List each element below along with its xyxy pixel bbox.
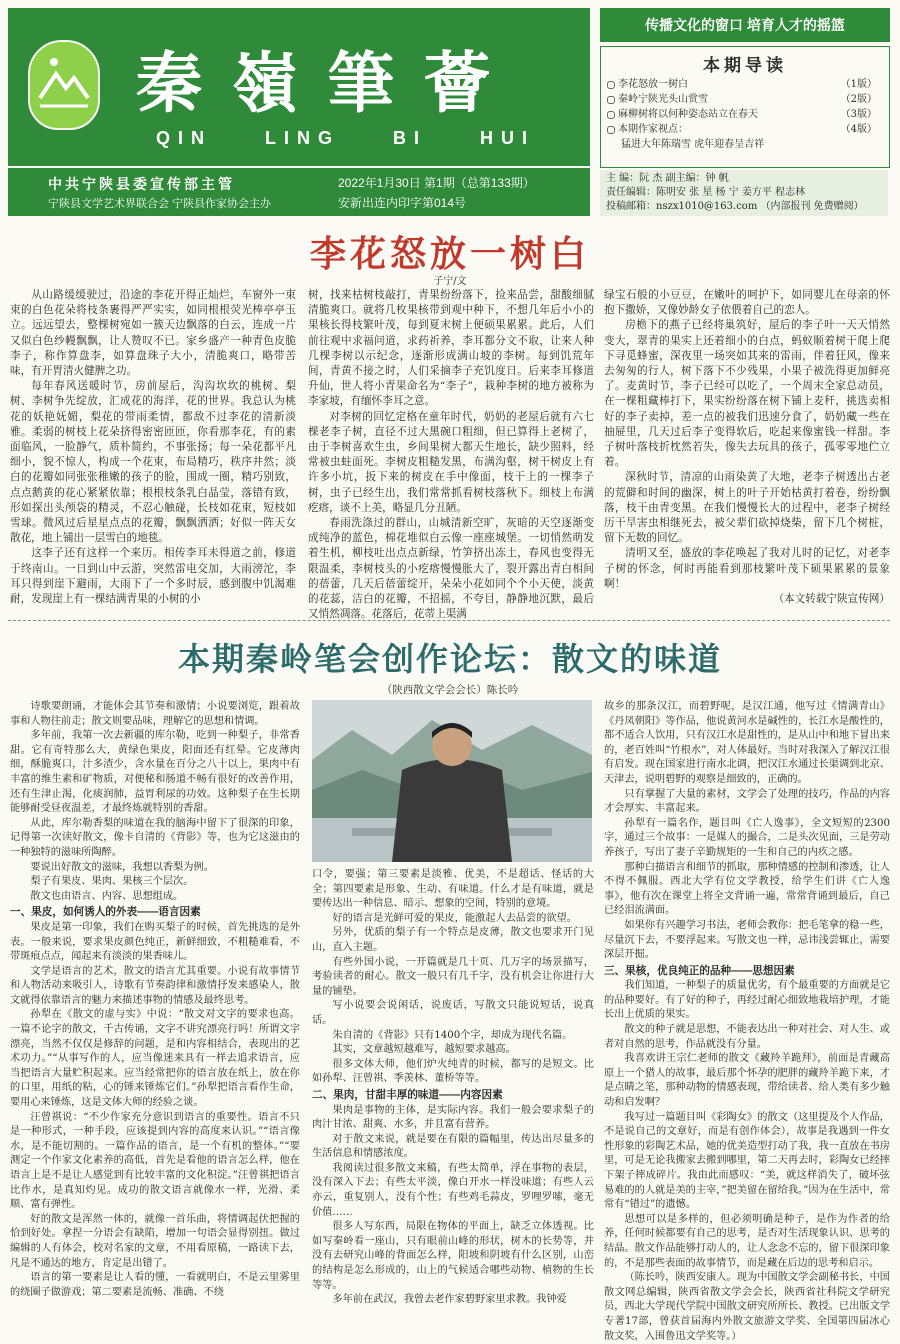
table-of-contents	[600, 46, 890, 168]
co-sponsor-line: 宁陕县文学艺术界联合会 宁陕县作家协会主办	[48, 198, 272, 210]
toc-item-label: 秦岭宁陕光头山赏雪	[618, 94, 708, 105]
editorial-staff	[600, 170, 888, 216]
toc-item[interactable]	[607, 107, 883, 122]
newspaper-pinyin: QIN LING BI HUI	[156, 128, 535, 148]
article1-headline: 李花怒放一树白	[309, 233, 590, 274]
paragraph: 我写过一篇题目叫《彩陶女》的散文（这里提及个人作品，不是说自己的文章好，而是有创作体会），故事是我遇到一件女性形象的彩陶艺术品，她的优美造型打动了我，我一直放在书房里，可是无论我搬家去搬到哪里，第二天再去时，彩陶女已经摔下架子摔成碎片。我由此而感叹：“美，就这样消失了，破坏弦易难的的人就是美的主宰，”把美留在留给我。”因为在生活中，常常有“错过”的遗憾。	[604, 1111, 890, 1211]
mountain-logo-icon	[36, 52, 92, 118]
toc-item[interactable]	[607, 77, 883, 92]
section-heading: 一、果皮，如何诱人的外表——语言因素	[10, 906, 201, 919]
paragraph: 多年前，我第一次去新疆的库尔勒，吃到一种梨子，非常香甜。它有奇特那么大，黄绿色果皮，阳面还有红晕。它皮薄肉细，酥脆爽口，汁多渣少，含水量在百分之八十以上，果肉中有丰富的维生素和矿物质，对便秘和肠道不畅有很好的改善作用，还有生津止渴，化痰润肺，益胃利尿的功效。这种梨子在生长期能够耐受昼夜温差，才最终炼就特别的香甜。	[10, 730, 300, 815]
toc-item-label: 本期作家视点：	[618, 124, 688, 135]
bullet-icon	[607, 111, 615, 119]
editor-line: 主 编：阮 杰 副主编：钟 帆	[606, 173, 729, 184]
paragraph: 口令，要强；第三要素是淡雅、优美，不是超话、怪话的大全；第四要素是形象、生动、有味道。什么才是有味道，就是要传达出一种信息、暗示、想象的空间，特别的意境。	[312, 869, 594, 910]
article1-byline: 子宁/文	[433, 276, 467, 287]
paragraph: 很多人写东西，局限在物体的平面上，缺乏立体透视。比如写秦岭看一座山，只有眼前山峰的形状，树木的长势等，并没有去研究山峰的背面怎么样，阳坡和阴坡有什么区别，山峦的结构是怎么形成的，山上的气候适合哪些动物、植物的生长等等。	[312, 1221, 594, 1291]
paragraph: 果肉是事物的主体，是实际内容。我们一般会要求梨子的肉汁甘浓、甜爽、水多，并且富有营养。	[312, 1104, 594, 1131]
paragraph: 朱自清的《背影》只有1400个字，却成为现代名篇。	[332, 1029, 573, 1041]
paragraph: 房檐下的燕子已经将巢筑好，屋后的李子叶一天天悄然变大，翠青的果实上还着细小的白点，蚂蚁顺着树干爬上爬下寻觅蜂蜜，深夜里一场突如其来的雷雨，伴着狂风，像来去匆匆的行人，树下落下不少残果，小果子被洗得更加鲜亮了。麦黄时节，李子已经可以吃了，一个周末全家总动员，在一棵粗藏棒打下，果实纷纷落在树下铺上麦秆，挑选卖相好的李子卖掉，差一点的被我们迅速分食了，奶奶藏一些在抽屉里，几天过后李子变得软后，吃起来像蜜钱一样甜。李子树叶落枝折枕然若失，像失去玩具的孩子，孤零零地伫立着。	[604, 319, 890, 469]
paragraph: 每年春风送暖时节，房前屋后，沟沟坎坎的桃树、梨树、李树争先绽放，汇成花的海洋，花的世界。我总认为桃花的妖艳妩媚，梨花的带雨柔情，都敌不过李花的清新淡雅。柔弱的树枝上花朵挤得密密匝匝，你看那李花，有的素面临风，一脸静气，质朴简约，不事张扬；每一朵花都平凡细小，貌不惊人，构成一个花束，布局精巧，秩序井然；淡白的花瓣如同张张稚嫩的孩子的脸，围成一圈，精巧别致，点点鹅黄的花心紧紧依靠；根根枝条乳白晶莹，落错有致，形如探出头颅袋的精灵，不忍心触碰，长枝如花束，短枝如雪球。微风过后星星点点的花瓣，飘飘洒洒；好似一阵天女散花，地上铺出一层雪白的地毯。	[10, 380, 296, 545]
toc-item-page: （1版）	[840, 79, 877, 90]
slogan-banner: 传播文化的窗口 培育人才的摇篮	[600, 8, 890, 42]
toc-title: 本期导读	[703, 56, 787, 75]
bullet-icon	[607, 126, 615, 134]
section-heading: 二、果肉，甘甜丰厚的味道——内容因素	[312, 1088, 503, 1101]
section-divider	[8, 620, 890, 621]
paragraph: 故乡的那条汉江，而碧野呢，是汉江通，他写过《情满青山》《丹凤朝阳》等作品，他说黄河水是碱性的，长江水是酸性的，都不适合人饮用，只有汉江水是甜性的，是从山中和地下冒出来的，老百姓叫“竹根水”，对人体最好。当时对我深入了解汉江很有启发。现在国家进行南水北调，把汉江水通过长渠调到北京、天津去，说明碧野的观察是细致的，正确的。	[604, 701, 890, 785]
paragraph: 从此，库尔勒香梨的味道在我的脑海中留下了很深的印象，记得第一次读好散文，像卡自清的《背影》等，也为它这滋由的一种独特的滋味所陶醉。	[10, 817, 300, 858]
paragraph: 我阅读过很多散文来稿，有些太简单，浮在事物的表层，没有深入下去；有些太平淡，像白开水一样没味道；有些人云亦云，重复别人，没有个性；有些鸡毛蒜皮，罗哩罗嗦，毫无价值……	[312, 1162, 594, 1218]
paragraph: 汪曾祺说：“不少作家充分意识到语言的重要性。语言不只是一种形式，一种手段，应该提到内容的高度来认识。”“语言像水，是不能切割的。一篇作品的语言，是一个有机的整体。”“要测定一个作家文化素养的高低，首先是看他的语言怎么样，他在语言上是不是让人感觉到有比较丰富的文化积淀。”汪曾祺把语言比作水，是真知灼见。成功的散文语言就像水一样，光滑、柔顺、富有弹性。	[10, 1111, 300, 1211]
paragraph: 深秋时节，清凉的山雨染黄了大地，老李子树透出古老的荒僻和时间的幽深，树上的叶子开始枯黄打着卷，纷纷飘落，枝干由青变黑。在我们慢慢长大的过程中，老李子树经历干旱害虫相继死去，被父辈们砍掉烧柴，留下几个树桩，留下无数的回忆。	[604, 471, 890, 545]
bullet-icon	[607, 96, 615, 104]
paragraph: 思想可以是多样的，但必须明确是种子，是作为作者的给养，任何时候都要有自己的思考，是否对生活现象认识、思考的结晶。散文作品能够打动人的，让人念念不忘的，留下很深印象的，不是那些表面的故事情节，而是藏在后边的思考和启示。	[604, 1213, 890, 1269]
paragraph: 诗歌要朗诵，才能体会其节奏和激情；小说要浏览，跟着故事和人物往前走；散文则要品味，理解它的思想和情调。	[10, 701, 300, 727]
article1-source: （本文转载宁陕宣传网）	[773, 593, 890, 606]
issue-date: 2022年1月30日 第1期（总第133期）	[338, 176, 535, 190]
paragraph: 树，找来枯树枝敲打，青果纷纷落下，捡来品尝，甜酸细腻清脆爽口。就将几枚果核带到观中种下，不想几年后小小的果核长得枝繁叶茂，每到夏末树上便硕果累累。此后，人们前往观中求福问道，求药祈养，李耳都分文不取，让来人种几棵李树以示纪念，逐渐形成满山坡的李树。每到饥荒年间，青黄不接之时，人们采摘李子充饥度日。后来李耳修道升仙，世人将小青果命名为“李子”，栽种李树的地方被称为李家坡，有缅怀李耳之意。	[308, 289, 594, 408]
paragraph: 多年前在武汉，我曾去老作家碧野家里求教。我钟爱	[332, 1294, 567, 1306]
paragraph: 如果你有兴趣学习书法，老师会教你：把毛笔拿的稳一些，尽量沉下去，不要浮起来。写散文也一样，忌讳浅尝辄止，需要深层开掘。	[604, 919, 890, 961]
paragraph: 这李子还有这样一个来历。相传李耳未得道之前，修道于终南山。一日到山中云游，突然雷电交加，大雨滂沱，李耳只得到崖下避雨，大雨下了一个多时辰，感到腹中饥渴难耐，发现崖上有一棵结满青果的小树的小	[10, 547, 296, 606]
toc-item-page: （3版）	[840, 109, 877, 120]
toc-item-label: 猛进大年陈瑞雪 虎年迎春呈吉祥	[621, 139, 765, 150]
paragraph: 绿宝石般的小豆豆，在嫩叶的呵护下，如同婴儿在母亲的怀抱下撒娇，又像妙龄女子依偎着自己的恋人。	[604, 289, 890, 317]
toc-item-page: （2版）	[840, 94, 877, 105]
responsible-editors-line: 责任编辑：陈明安 张 星 杨 宁 姜方平 程志林	[606, 187, 806, 198]
paragraph: 语言的第一要素是让人看的懂，一看就明白，不是云里雾里的绕圈子做游戏；第二要素是流畅、准确、不绕	[10, 1272, 300, 1298]
paragraph: 从山路缓缓驶过，沿途的李花开得正灿烂，车窗外一束束的白色花朵将枝条裹得严严实实，如同根根荧光棒亭亭玉立。远远望去，整棵树宛如一簇天边飘落的白云，连成一片又似白色纱幔飘飘，让人赞叹不已。家乡盛产一种青色皮脆李子，称作算盘李，如算盘珠子大小，清脆爽口，略带苦味，有开胃清火健脾之功。	[10, 289, 296, 378]
toc-item[interactable]	[607, 137, 883, 152]
article2-column-2	[312, 868, 594, 1332]
qinling-logo-icon	[28, 40, 100, 130]
toc-item-label: 李花怒放一树白	[618, 79, 688, 90]
paragraph: 散文的种子就是思想，不能表达出一种对社会、对人生、或者对自然的思考，作品就没有分量。	[604, 1024, 890, 1050]
masthead	[8, 8, 590, 166]
publisher-bar	[8, 168, 590, 216]
bullet-icon	[607, 81, 615, 89]
paragraph: 我们知道，一种梨子的质量优劣，有个最重要的方面就是它的品种要好。有了好的种子，再经过耐心细致地栽培护理，才能长出上优质的果实。	[604, 980, 890, 1021]
article1-column-2	[308, 288, 594, 621]
section-heading: 三、果核，优良纯正的品种——思想因素	[604, 964, 795, 977]
article2-byline: （陕西散文学会会长）陈长吟	[381, 684, 519, 696]
paragraph: 春雨洗涤过的群山，山城清新空旷，灰暗的天空逐渐变成纯净的蓝色，棉花堆似白云像一座座城堡。一切悄然萌发着生机，柳枝吐出点点新绿，竹笋挤出冻土，春风也变得无限温柔，李树枝头的小疙瘩慢慢胀大了，裂开露出青白相间的蓓蕾，几天后蓓蕾绽开，朵朵小花如同个个小天使，淡黄的花蕊，洁白的花瓣，不招摇，不夸目，静静地沉默，最后又悄然凋落。花落后，花蒂上渠满	[308, 517, 594, 621]
article1-column-1	[10, 288, 296, 614]
paragraph: 清明又至，盛放的李花唤起了我对儿时的记忆，对老李子树的怀念，何时再能看到那枝繁叶茂下硕果累累的景象啊！	[604, 547, 890, 590]
paragraph: 另外，优质的梨子有一个特点是皮薄，散文也要求开门见山，直入主题。	[312, 927, 594, 953]
paragraph: 有些外国小说，一开篇就是几十页、几万字的场景描写，考验读者的耐心。散文一般只有几千字，没有机会让你进行大量的铺垫。	[312, 956, 594, 997]
paragraph: 对李树的回忆定格在童年时代，奶奶的老屋后就有六七棵老李子树，直径不过大黑碗口粗细，但已算得上老树了，由于李树喜欢生虫，乡间果树大都天生地长，缺少照料，经常被虫蛀面死。李树皮粗糙发黑，布满沟壑，树干树皮上有许多小坑，扳下来的树皮在手中像面，枝干上的一棵李子树，虫子已经生出，我们常常抓看树枝落秋下。细枝上布满疙瘩，谈不上美，略显几分丑陋。	[308, 410, 594, 514]
paragraph: 其实，文章越短越难写，越短要求越高。	[332, 1044, 516, 1056]
toc-item[interactable]	[607, 92, 883, 107]
paragraph: 好的语言是光鲜可爱的果皮，能激起人去品尝的欲望。	[332, 912, 577, 924]
paragraph: 只有掌握了大量的素材，文学会了处理的技巧，作品的内容才会厚实、丰富起来。	[604, 788, 890, 815]
sponsor-line: 中共宁陕县委宣传部主管	[48, 176, 235, 192]
author-photo	[312, 700, 592, 862]
paragraph: 梨子有果皮、果肉、果核三个层次。	[30, 876, 194, 888]
paragraph: 很多文体大师，他们炉火纯青的时候，都写的是短文。比如孙犁、汪曾祺、季羡林、董桥等等。	[312, 1058, 594, 1085]
submission-email-line: 投稿邮箱：nszx1010@163.com （内部报刊 免费赠阅）	[606, 201, 864, 212]
paragraph: 文学是语言的艺术，散文的语言尤其重要。小说有故事情节和人物活动来吸引人，诗歌有节奏韵律和激情抒发来感染人，散文就得依靠语言的魅力来描述事物的情感及最终思考。	[10, 965, 300, 1006]
paragraph: 那种白描语言和细节的抓取，那种情感的控制和渗透，让人不得不佩服。西北大学有位文学教授，给学生们讲《亡人逸事》，他有次在课堂上将全文背诵一遍，常常背诵到最后，自己已经泪流满面。	[604, 861, 890, 917]
article2-headline: 本期秦岭笔会创作论坛：散文的味道	[177, 641, 722, 677]
paragraph: 要说出好散文的滋味，我想以香梨为例。	[30, 861, 214, 873]
toc-item-page: （4版）	[840, 124, 877, 135]
toc-item[interactable]	[607, 122, 883, 137]
author-bio: （陈长吟，陕西安康人。现为中国散文学会副秘书长，中国散文网总编辑，陕西省散文学会会长，陕西省社科院文学研究员，西北大学现代学院中国散文研究所所长、教授。已出版文学专著17部，曾获首届海内外散文旅游文学奖、全国第四届冰心散文奖，入围鲁迅文学奖等。）	[604, 1272, 890, 1342]
newspaper-title: 秦嶺筆薈	[136, 44, 520, 122]
paragraph: 对于散文来说，就是要在有限的篇幅里，传达出尽量多的生活信息和情感浓度。	[312, 1133, 594, 1160]
paragraph: 写小说要会说闲话，说废话，写散文只能说短话，说真话。	[312, 1000, 594, 1026]
print-permit: 安新出连内印字第014号	[338, 196, 467, 210]
paragraph: 孙犁有一篇名作，题目叫《亡人逸事》，全文短短的2300字，通过三个故事：一是媒人的撮合，二是头次见面，三是劳动养孩子，写出了妻子辛勤规矩的一生和自己的内疚之感。	[604, 817, 890, 858]
paragraph: 散文也由语言、内容、思想组成。	[30, 890, 184, 902]
paragraph: 好的散文是浑然一体的，就像一首乐曲，将情调起伏把握的恰到好处。拿捏一分语会有缺陷，增加一句语会显得别扭。做过编辑的人有体会，校对名家的文章，不用看原稿，一路读下去，凡是不通达的地方，肯定是出错了。	[10, 1213, 300, 1269]
paragraph: 我喜欢讲王宗仁老师的散文《藏羚羊跪拜》，前面是青藏高原上一个猎人的故事，最后那个怀孕的肥胖的藏羚羊跪下来，才是点睛之笔，那种动物的情感表现，带给读者、给人类有多少触动和启发啊？	[604, 1053, 890, 1109]
article1-column-3	[604, 288, 890, 614]
paragraph: 果皮是第一印象，我们在购买梨子的时候，首先挑选的是外表。一般来说，要求果皮颜色纯正，新鲜细致，不粗糙难看，不带斑痕点点，闻起来有淡淡的果香味儿。	[10, 921, 300, 963]
toc-item-label: 麻柳树将以何种姿态站立在春天	[618, 109, 758, 120]
paragraph: 孙犁在《散文的虚与实》中说：“散文对文字的要求也高。一篇不论字的散文，千古传诵，文字不讲究漂亮行吗！所谓文字漂亮，当然不仅仅是修辞的问题，是和内容相结合，表现出的艺术功力。”“从事写作的人，应当像迷来具有一样去追求语言，应当把语言大量贮积起来。应当经常把你的语言放在纸上，放在你的口里，用纸的粘，心的锤来锤炼它们。”孙犁把语言看作生命，要用心来锤炼，这是文体大师的经验之谈。	[10, 1009, 300, 1109]
article2-column-1	[10, 700, 300, 1332]
article2-column-3	[604, 700, 890, 1342]
